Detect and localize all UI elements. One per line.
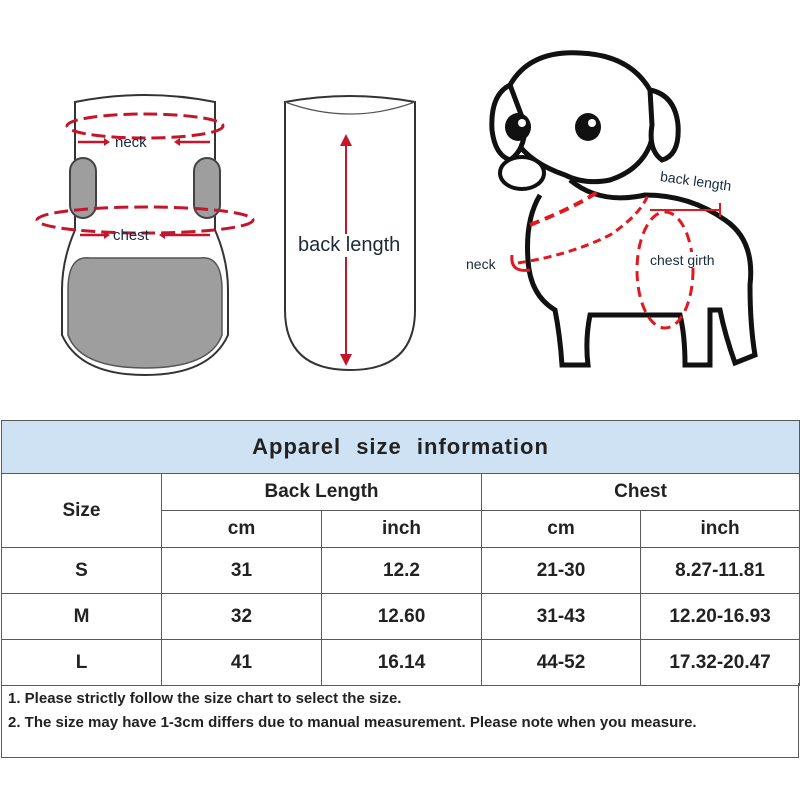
size-cell: S bbox=[2, 548, 162, 594]
dog-illustration bbox=[470, 45, 790, 385]
table-row bbox=[2, 594, 800, 640]
size-notes bbox=[1, 683, 799, 758]
back-length-header: Back Length bbox=[162, 474, 482, 511]
back-inch-cell: 12.60 bbox=[322, 594, 482, 640]
size-cell: L bbox=[2, 640, 162, 686]
table-row bbox=[2, 548, 800, 594]
unit-header-chest-inch: inch bbox=[641, 511, 800, 548]
dog-back-length-label: back length bbox=[659, 168, 733, 194]
back-cm-cell: 31 bbox=[162, 548, 322, 594]
table-row bbox=[2, 640, 800, 686]
unit-header-back-cm: cm bbox=[162, 511, 322, 548]
front-neck-label: neck bbox=[115, 134, 147, 151]
chest-header: Chest bbox=[482, 474, 800, 511]
unit-header-chest-cm: cm bbox=[482, 511, 641, 548]
back-inch-cell: 12.2 bbox=[322, 548, 482, 594]
note-line: 1. Please strictly follow the size chart to select the size. bbox=[8, 690, 402, 707]
dog-neck-label: neck bbox=[466, 256, 496, 272]
table-title: Apparel size information bbox=[2, 421, 800, 474]
chest-cm-cell: 21-30 bbox=[482, 548, 641, 594]
back-cm-cell: 32 bbox=[162, 594, 322, 640]
size-table bbox=[1, 420, 800, 686]
back-inch-cell: 16.14 bbox=[322, 640, 482, 686]
chest-cm-cell: 31-43 bbox=[482, 594, 641, 640]
note-line: 2. The size may have 1-3cm differs due to manual measurement. Please note when you measure. bbox=[8, 714, 697, 731]
chest-inch-cell: 17.32-20.47 bbox=[641, 640, 800, 686]
back-length-label: back length bbox=[298, 234, 401, 256]
size-cell: M bbox=[2, 594, 162, 640]
chest-inch-cell: 12.20-16.93 bbox=[641, 594, 800, 640]
chest-cm-cell: 44-52 bbox=[482, 640, 641, 686]
back-cm-cell: 41 bbox=[162, 640, 322, 686]
chest-inch-cell: 8.27-11.81 bbox=[641, 548, 800, 594]
unit-header-back-inch: inch bbox=[322, 511, 482, 548]
garment-front-view bbox=[20, 30, 260, 410]
front-chest-label: chest bbox=[113, 227, 149, 244]
size-column-header: Size bbox=[2, 474, 162, 548]
dog-chest-girth-label: chest girth bbox=[650, 252, 715, 268]
